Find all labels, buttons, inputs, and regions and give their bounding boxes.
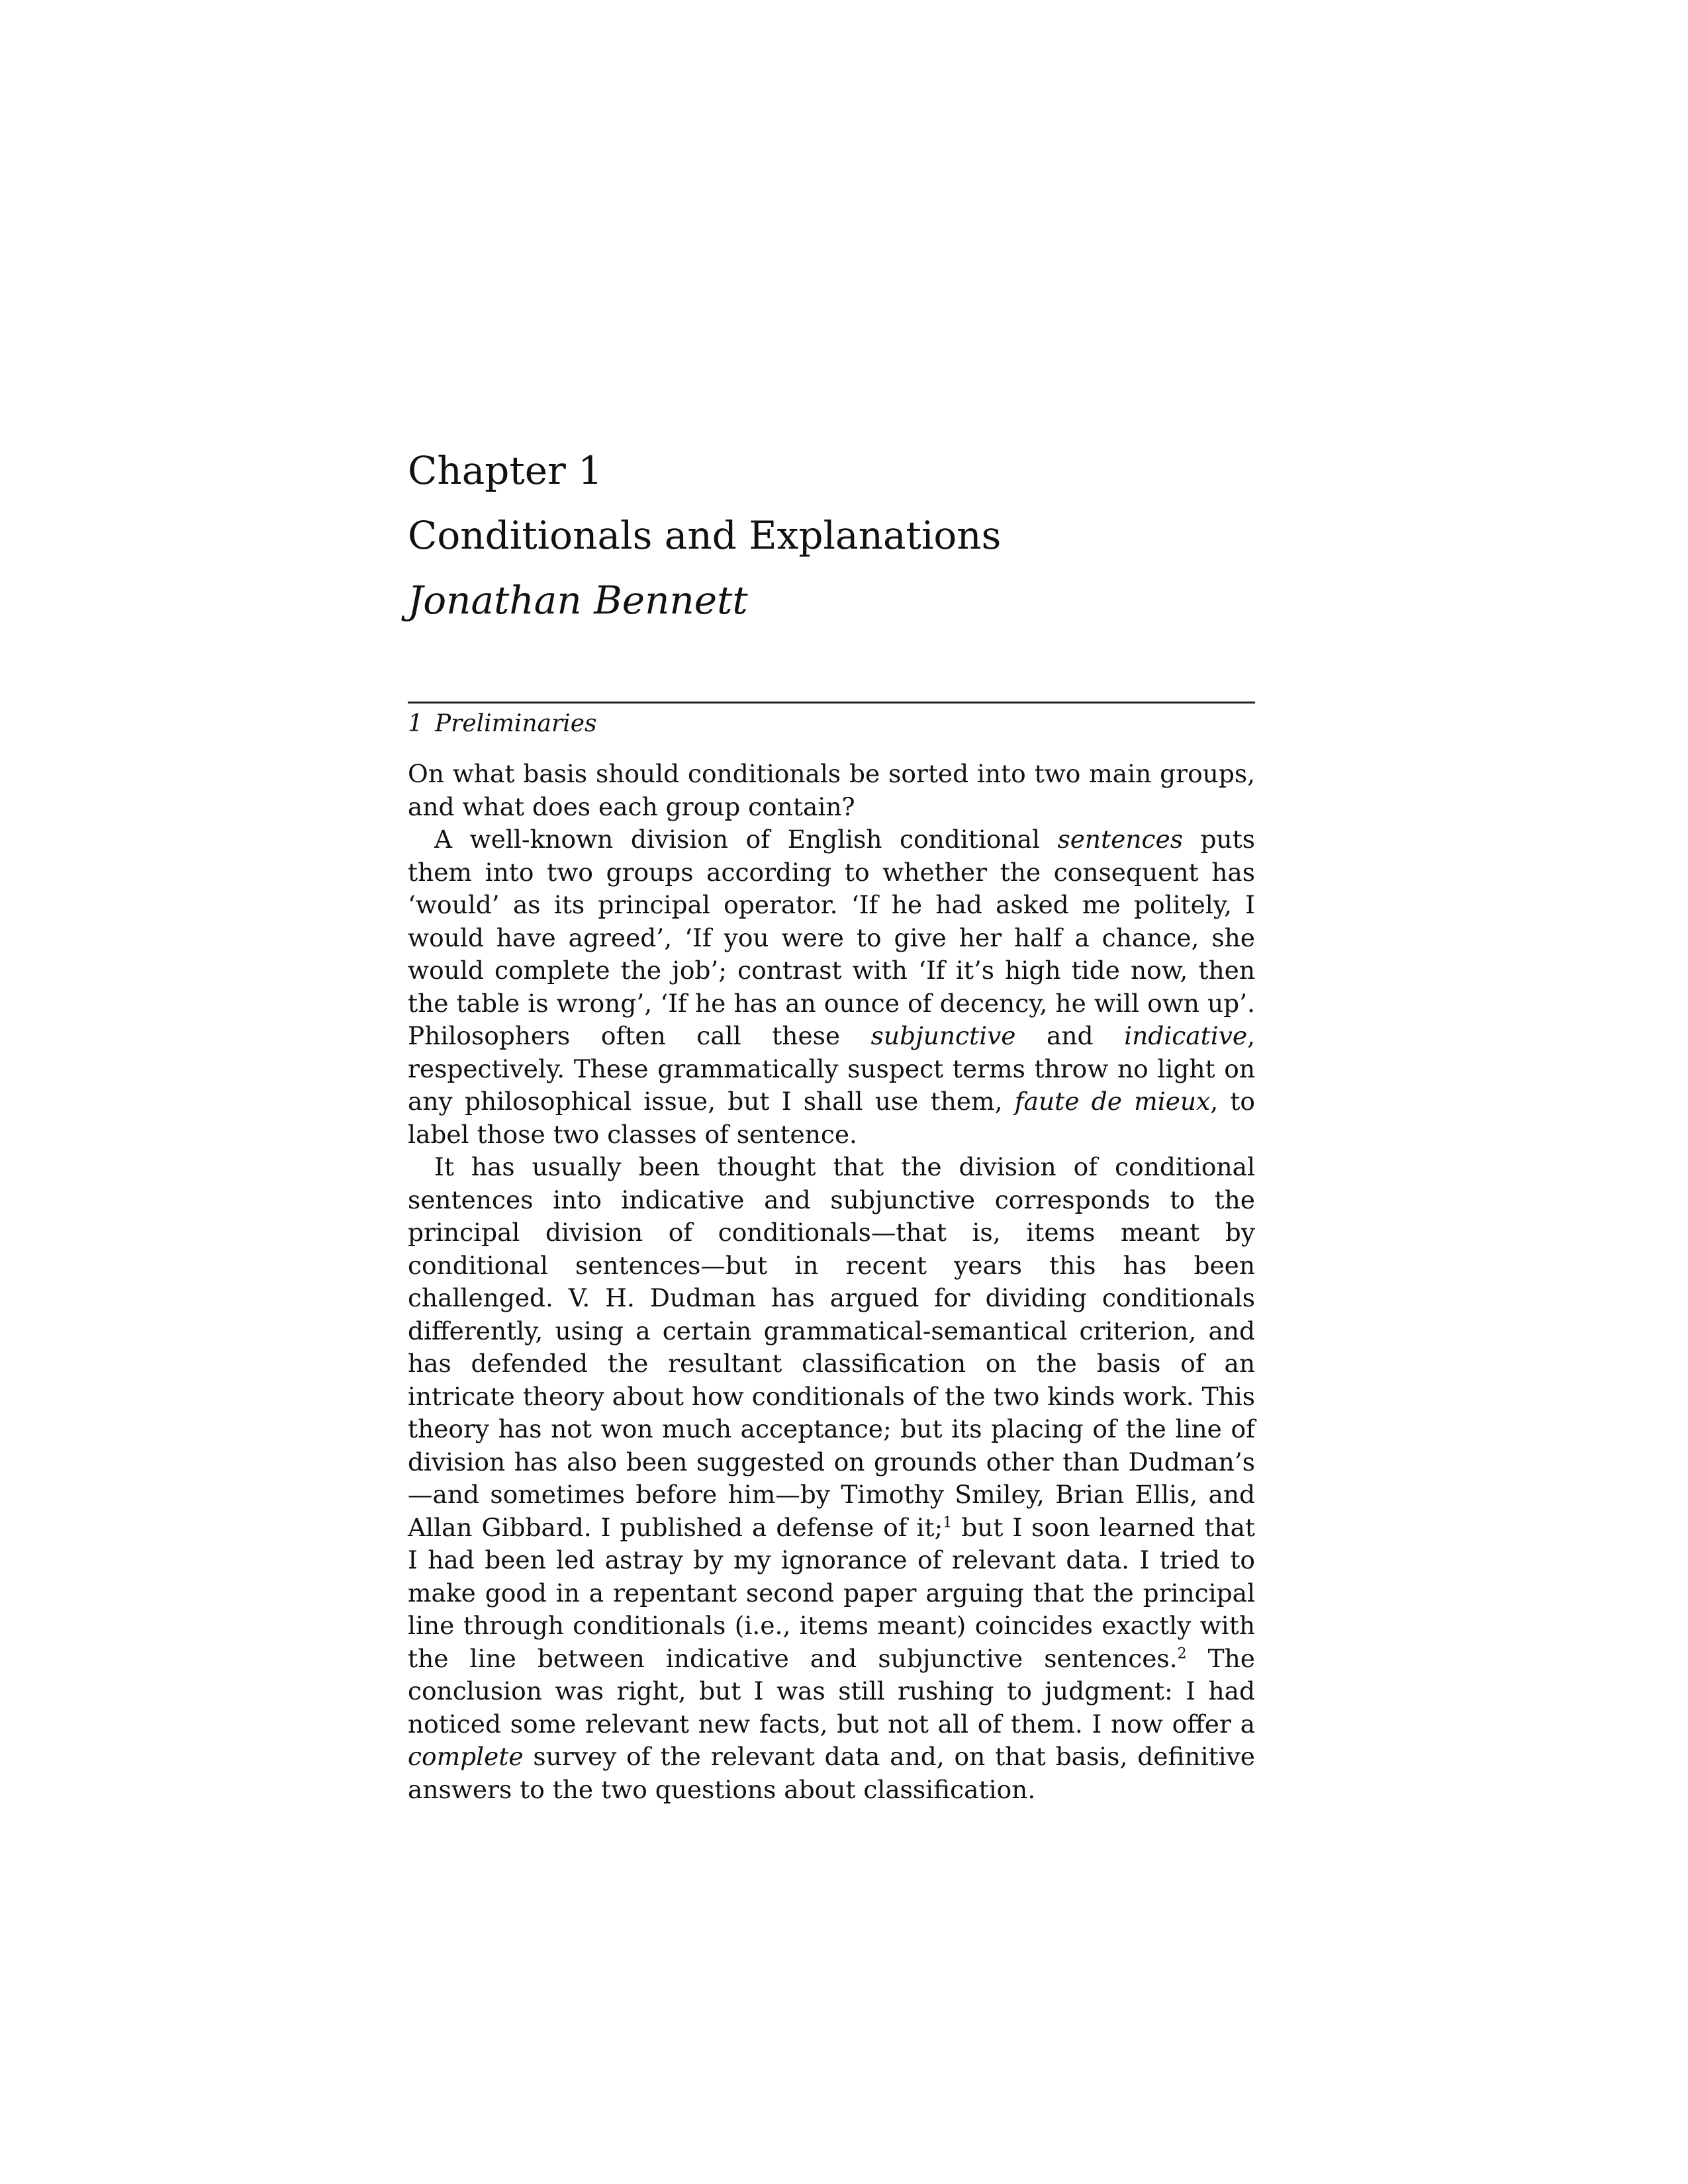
footnote-ref-2[interactable]: 2 <box>1177 1645 1187 1662</box>
p3-text-a: It has usually been thought that the division of conditional sentences into indicative and subjunctive corresponds to the principal division of conditionals—that is, items meant by conditional sentences—but in recent years this has been challenged. V. H. Dudman has argued for dividing conditionals differently, using a certain grammatical-semantical criterion, and has defended the resultant classification on the basis of an intricate theory about how conditionals of the two kinds work. This theory has not won much acceptance; but its placing of the line of division has also been suggested on grounds other than Dudman’s—and sometimes before him—by Timothy Smiley, Brian Ellis, and Allan Gibbard. I published a defense of it; <box>408 1152 1255 1542</box>
section-title: Preliminaries <box>434 710 597 737</box>
p2-emphasis-faute-de-mieux: faute de mieux <box>1014 1087 1211 1116</box>
p3-text-d: survey of the relevant data and, on that basis, definitive answers to the two questions about classification. <box>408 1742 1255 1804</box>
paragraph-3 <box>408 1151 1255 1806</box>
p2-text-d: , respectively. These grammatically suspect terms throw no light on any philosophical issue, but I shall use them, <box>408 1021 1255 1116</box>
section-heading <box>408 708 596 741</box>
p2-emphasis-sentences: sentences <box>1057 825 1183 854</box>
paragraph-1: On what basis should conditionals be sorted into two main groups, and what does each group contain? <box>408 759 1255 821</box>
p3-text-b: but I soon learned that I had been led astray by my ignorance of relevant data. I tried to make good in a repentant second paper arguing that the principal line through conditionals (i.e., items meant) coincides exactly with the line between indicative and subjunctive sentences. <box>408 1512 1255 1673</box>
body-text <box>408 758 1255 1806</box>
p3-text-c: The conclusion was right, but I was still rushing to judgment: I had noticed some relevant new facts, but not all of them. I now offer a <box>408 1643 1255 1739</box>
footnote-ref-1[interactable]: 1 <box>943 1514 953 1531</box>
chapter-title: Conditionals and Explanations <box>408 513 1002 558</box>
p2-emphasis-indicative: indicative <box>1124 1021 1248 1050</box>
p2-text-b: puts them into two groups according to whether the consequent has ‘would’ as its principal operator. ‘If he had asked me politely, I would have agreed’, ‘If you were to give her half a chance, she would complete the job’; contrast with ‘If it’s high tide now, then the table is wrong’, ‘If he has an ounce of decency, he will own up’. Philosophers often call these <box>408 825 1255 1050</box>
p2-text-a: A well-known division of English conditional <box>434 825 1058 854</box>
chapter-author: Jonathan Bennett <box>408 578 748 623</box>
section-number: 1 <box>408 710 423 737</box>
paragraph-2 <box>408 823 1255 1151</box>
p2-text-c: and <box>1015 1021 1125 1050</box>
chapter-label: Chapter 1 <box>408 448 603 493</box>
p3-emphasis-complete: complete <box>408 1742 524 1771</box>
p2-emphasis-subjunctive: subjunctive <box>870 1021 1016 1050</box>
p2-text-e: , to label those two classes of sentence. <box>408 1087 1256 1149</box>
section-rule <box>408 702 1255 704</box>
